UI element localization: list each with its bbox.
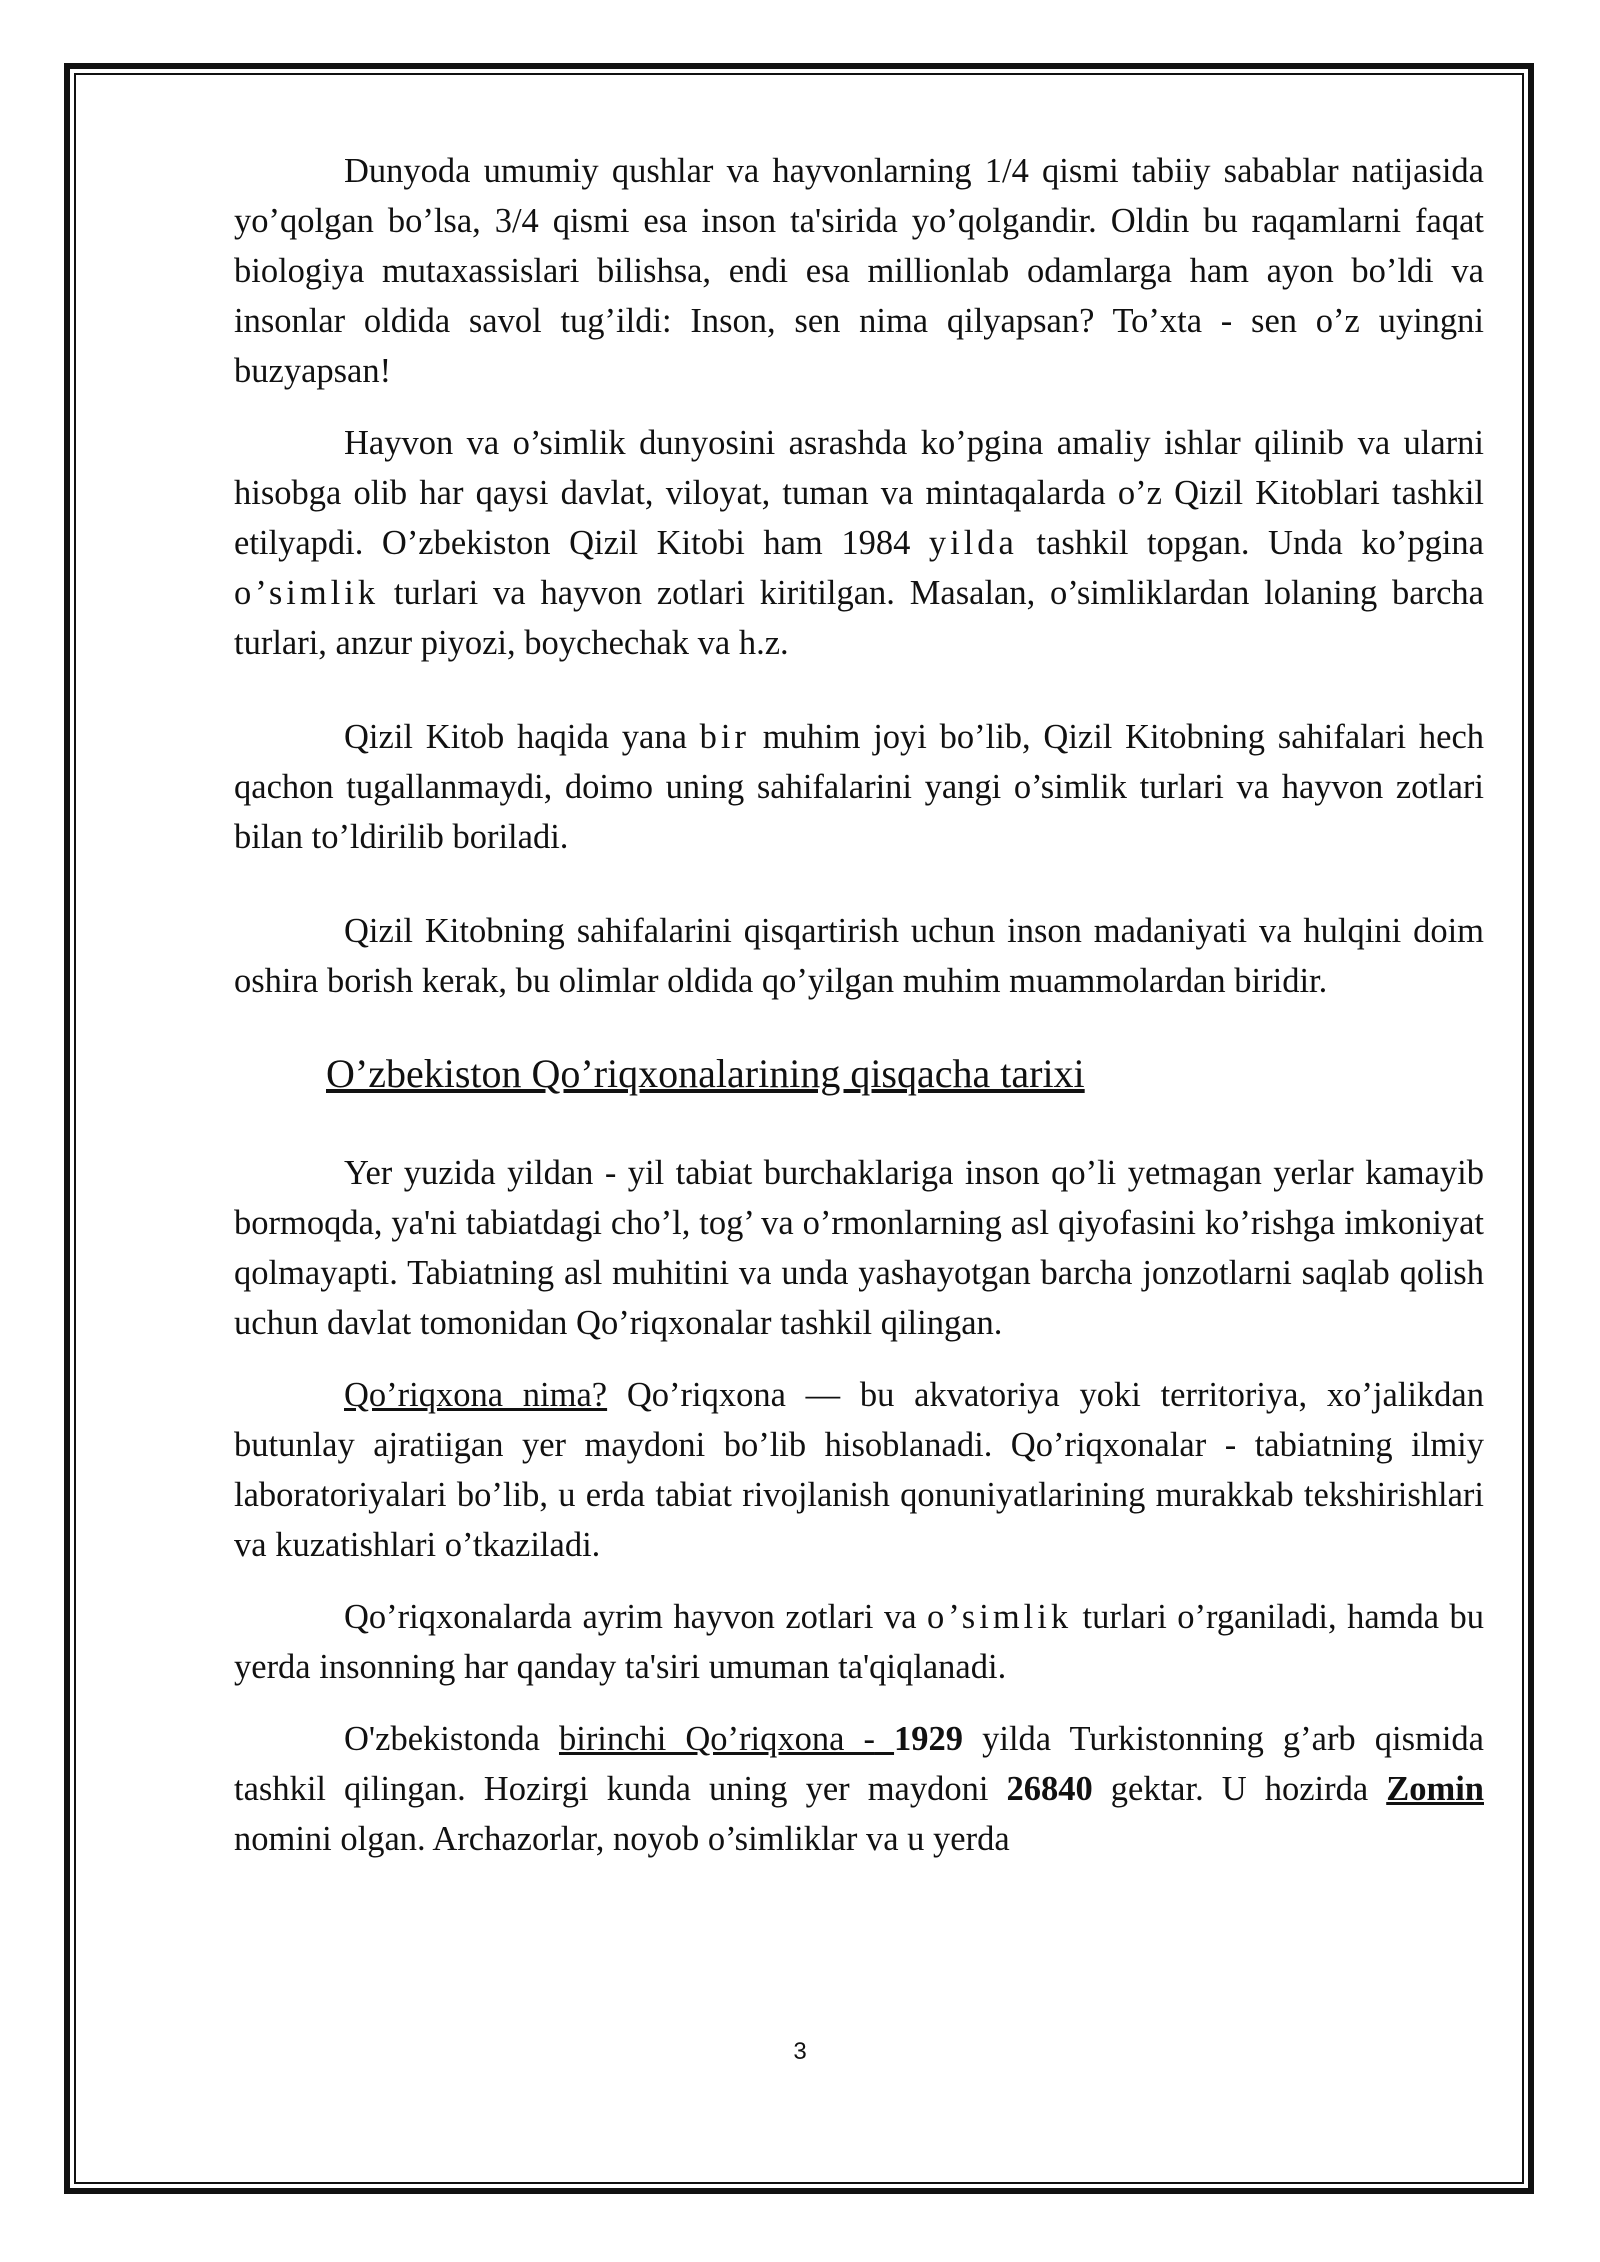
paragraph-5: Yer yuzida yildan - yil tabiat burchaklariga inson qo’li yetmagan yerlar kamayib bormoqda, ya'ni tabiatdagi cho’l, tog’ va o’rmonlarning asl qiyofasini ko’rishga imkoniyat qolmayapti. Tabiatning asl muhitini va unda yashayotgan barcha jonzotlarni saqlab qolish uchun davlat tomonidan Qo’riqxonalar tashkil qilingan. [234,1154,1484,1342]
text-run: o’simlik [234,574,380,612]
text-run: O'zbekistonda [344,1720,559,1758]
section-heading: O’zbekiston Qo’riqxonalarining qisqacha tarixi [326,1051,1085,1096]
underlined-question: Qo’riqxona nima? [344,1376,608,1414]
text-run: turlari o’rganiladi, hamda bu yerda insonning har qanday ta'siri umuman ta'qiqlanadi. [234,1598,1484,1686]
document-body [234,146,1484,1864]
paragraph-4: Qizil Kitobning sahifalarini qisqartirish uchun inson madaniyati va hulqini doim oshira borish kerak, bu olimlar oldida qo’yilgan muhim muammolardan biridir. [234,912,1484,1000]
page-number: 3 [793,2038,807,2065]
paragraph-2 [234,418,1484,668]
paragraph-8 [234,1714,1484,1864]
bold-year: 1929 [894,1720,964,1758]
text-run: o’simlik [926,1598,1073,1636]
text-run: Qo’riqxonalarda ayrim hayvon zotlari va [344,1598,927,1636]
paragraph-3 [234,712,1484,862]
paragraph-1: Dunyoda umumiy qushlar va hayvonlarning 1/4 qismi tabiiy sabablar natijasida yo’qolgan bo’lsa, 3/4 qismi esa inson ta'sirida yo’qolgandir. Oldin bu raqamlarni faqat biologiya mutaxassislari bilishsa, endi esa millionlab odamlarga ham ayon bo’ldi va insonlar oldida savol tug’ildi: Inson, sen nima qilyapsan? To’xta - sen o’z uyingni buzyapsan! [234,152,1484,390]
text-run: Qizil Kitob haqida yana [344,718,700,756]
paragraph-6 [234,1370,1484,1570]
text-run: Qo’riqxona — bu akvatoriya yoki territoriya, xo’jalikdan butunlay ajratiigan yer maydoni bo’lib hisoblanadi. Qo’riqxonalar - tabiatning ilmiy laboratoriyalari bo’lib, u erda tabiat rivojlanish qonuniyatlarining murakkab tekshirishlari va kuzatishlari o’tkaziladi. [234,1376,1484,1564]
text-run: tashkil topgan. Unda ko’pgina [1017,524,1484,562]
text-run: muhim joyi bo’lib, Qizil Kitobning sahifalari hech qachon tugallanmaydi, doimo uning sahifalarini yangi o’simlik turlari va hayvon zotlari bilan to’ldirilib boriladi. [234,718,1485,856]
underlined-term: birinchi Qo’riqxona - [558,1720,875,1758]
bold-name-zomin: Zomin [1386,1770,1484,1808]
text-run: yilda [928,524,1018,562]
bold-area: 26840 [1006,1770,1093,1808]
text-run: turlari va hayvon zotlari kiritilgan. Masalan, o’simliklardan lolaning barcha turlari, anzur piyozi, boychechak va h.z. [234,574,1484,662]
text-run [875,1720,894,1758]
text-run: nomini olgan. Archazorlar, noyob o’simliklar va u yerda [234,1820,1010,1858]
text-run: yilda Turkistonning g’arb qismida tashkil qilingan. Hozirgi kunda uning yer maydoni [234,1720,1484,1808]
text-run: bir [699,718,750,756]
paragraph-7 [234,1592,1484,1692]
text-run: gektar. U hozirda [1092,1770,1387,1808]
text-run: Hayvon va o’simlik dunyosini asrashda ko’pgina amaliy ishlar qilinib va ularni hisobga olib har qaysi davlat, viloyat, tuman va mintaqalarda o’z Qizil Kitoblari tashkil etilyapdi. O’zbekiston Qizil Kitobi ham 1984 [234,424,1484,562]
